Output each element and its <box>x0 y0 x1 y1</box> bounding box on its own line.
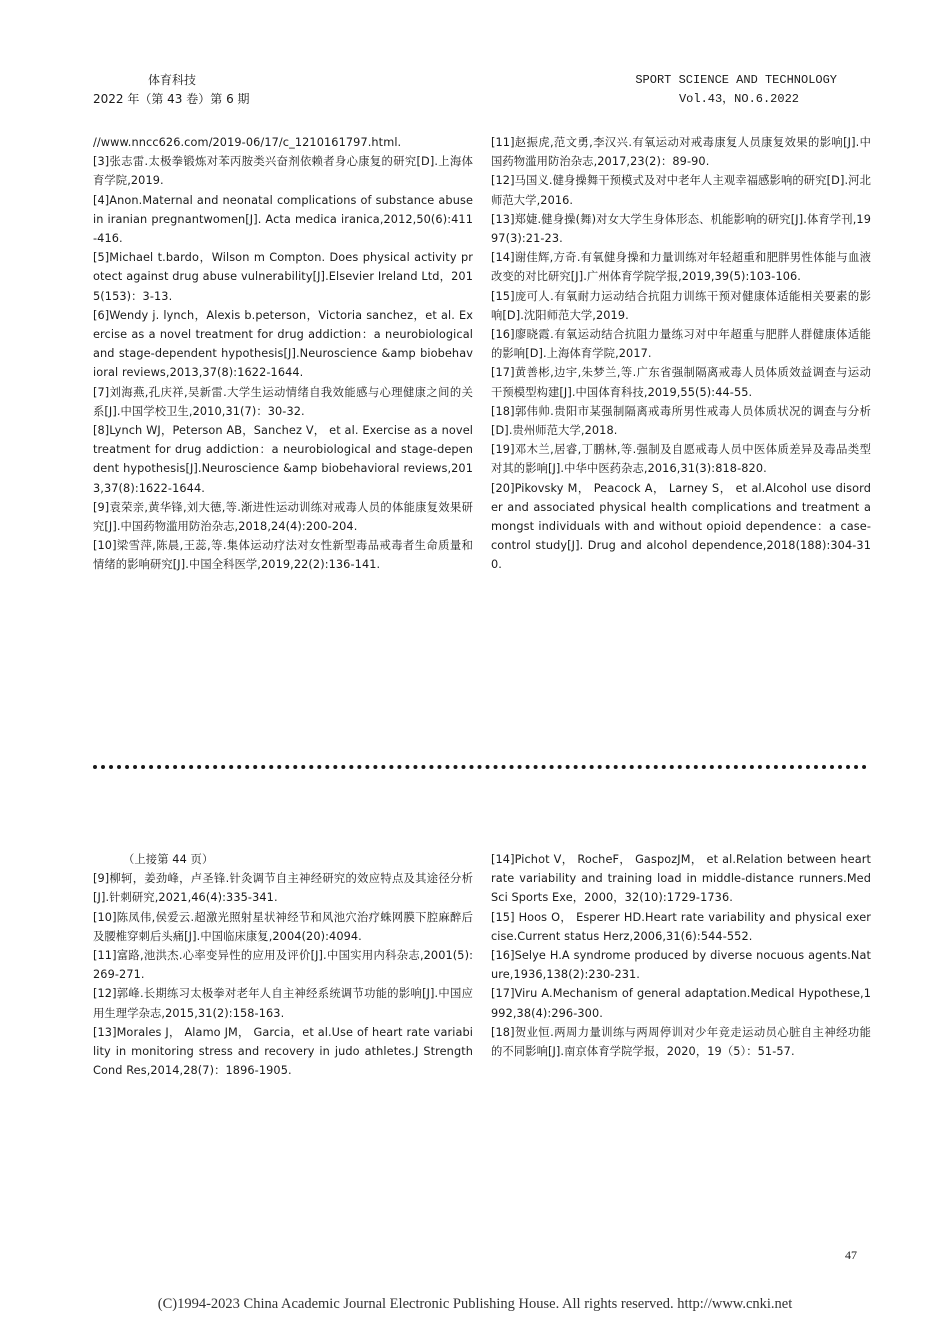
reference-item: [16]廖晓霞.有氧运动结合抗阻力量练习对中年超重与肥胖人群健康体适能的影响[D].上海体育学院,2017. <box>491 328 871 361</box>
reference-item: [11]赵振虎,范文勇,李汉兴.有氧运动对戒毒康复人员康复效果的影响[J].中国药物滥用防治杂志,2017,23(2)：89-90. <box>491 136 871 169</box>
reference-item: [10]梁雪萍,陈晨,王蕊,等.集体运动疗法对女性新型毒品戒毒者生命质量和情绪的影响研究[J].中国全科医学,2019,22(2):136-141. <box>93 539 473 572</box>
journal-title-cn: 体育科技 <box>148 73 197 87</box>
reference-item: //www.nncc626.com/2019-06/17/c_1210161797.html. <box>93 136 402 149</box>
references-lower-right <box>491 850 871 1061</box>
section-divider <box>93 765 867 769</box>
reference-item: [10]陈凤伟,侯爱云.超激光照射星状神经节和风池穴治疗蛛网膜下腔麻醉后及腰椎穿刺后头痛[J].中国临床康复,2004(20):4094. <box>93 910 473 943</box>
reference-item: [15] Hoos O， Esperer HD.Heart rate variability and physical exercise.Current status Herz,2006,31(6):544-552. <box>491 910 871 943</box>
reference-item: [14]Pichot V， RocheF， GaspozJM， et al.Relation between heart rate variability and training load in middle-distance runners.Med Sci Sports Exe，2000，32(10):1729-1736. <box>491 853 871 905</box>
reference-item: [6]Wendy j. lynch，Alexis b.peterson，Victoria sanchez，et al. Exercise as a novel treatment for drug addiction：a neurobiological and stage-dependent hypothesis[J].Neuroscience &amp biobehavioral reviews,2013,37(8):1622-1644. <box>93 308 473 380</box>
reference-item: [9]柳轲，姜劲峰，卢圣锋.针灸调节自主神经研究的效应特点及其途径分析[J].针刺研究,2021,46(4):335-341. <box>93 872 473 905</box>
issue-info-cn: 2022 年（第 43 卷）第 6 期 <box>93 92 250 106</box>
reference-item: [12]马国义.健身操舞干预模式及对中老年人主观幸福感影响的研究[D].河北师范大学,2016. <box>491 174 871 207</box>
references-upper-right <box>491 133 871 575</box>
reference-item: [5]Michael t.bardo，Wilson m Compton. Does physical activity protect against drug abuse vulnerability[J].Elsevier Ireland Ltd，2015(153)：3-13. <box>93 251 473 303</box>
reference-item: [8]Lynch WJ，Peterson AB，Sanchez V， et al. Exercise as a novel treatment for drug addiction：a neurobiological and stage-dependent hypothesis[J].Neuroscience &amp biobehavioral reviews,2013,37(8):1622-1644. <box>93 424 473 495</box>
reference-item: [3]张志雷.太极拳锻炼对苯丙胺类兴奋剂依赖者身心康复的研究[D].上海体育学院,2019. <box>93 155 473 188</box>
reference-item: [15]庞可人.有氧耐力运动结合抗阻力训练干预对健康体适能相关要素的影响[D].沈阳师范大学,2019. <box>491 289 871 322</box>
reference-item: [12]郭峰.长期练习太极拳对老年人自主神经系统调节功能的影响[J].中国应用生理学杂志,2015,31(2):158-163. <box>93 987 473 1020</box>
reference-item: [17]黄善彬,边宇,朱梦兰,等.广东省强制隔离戒毒人员体质效益调查与运动干预模型构建[J].中国体育科技,2019,55(5):44-55. <box>491 366 871 399</box>
reference-item: [4]Anon.Maternal and neonatal complications of substance abuse in iranian pregnantwomen[J]. Acta medica iranica,2012,50(6):411-416. <box>93 193 473 246</box>
continued-from-note: （上接第 44 页） <box>123 853 214 866</box>
reference-item: [18]贺业恒.两周力量训练与两周停训对少年竞走运动员心脏自主神经功能的不同影响[J].南京体育学院学报，2020，19（5）：51-57. <box>491 1025 871 1059</box>
references-upper-left <box>93 133 473 575</box>
reference-item: [16]Selye H.A syndrome produced by diverse nocuous agents.Nature,1936,138(2):230-231. <box>491 949 871 982</box>
reference-item: [13]Morales J， Alamo JM， Garcia，et al.Use of heart rate variability in monitoring stress and recovery in judo athletes.J Strength Cond Res,2014,28(7)：1896-1905. <box>93 1025 473 1078</box>
reference-item: [13]郑婕.健身操(舞)对女大学生身体形态、机能影响的研究[J].体育学刊,1997(3):21-23. <box>491 212 871 246</box>
reference-item: [7]刘海燕,孔庆祥,吴新雷.大学生运动情绪自我效能感与心理健康之间的关系[J].中国学校卫生,2010,31(7)：30-32. <box>93 385 473 418</box>
reference-item: [20]Pikovsky M， Peacock A， Larney S， et al.Alcohol use disorder and associated physical health complications and treatment amongst individuals with and without opioid dependence：a case-control study[J]. Drug and alcohol dependence,2018(188):304-310. <box>491 481 871 572</box>
reference-item: [18]郭伟帅.贵阳市某强制隔离戒毒所男性戒毒人员体质状况的调查与分析[D].贵州师范大学,2018. <box>491 404 871 438</box>
reference-item: [9]袁荣亲,黄华锋,刘大德,等.渐进性运动训练对戒毒人员的体能康复效果研究[J].中国药物滥用防治杂志,2018,24(4):200-204. <box>93 500 473 534</box>
journal-title-en: SPORT SCIENCE AND TECHNOLOGY <box>635 73 837 87</box>
references-lower-left <box>93 850 473 1080</box>
reference-item: [19]邓木兰,居睿,丁鹏林,等.强制及自愿戒毒人员中医体质差异及毒品类型对其的影响[J].中华中医药杂志,2016,31(3):818-820. <box>491 443 871 476</box>
page-number: 47 <box>845 1248 857 1262</box>
issue-info-en: Vol.43，NO.6.2022 <box>678 92 799 106</box>
reference-item: [14]谢佳辉,方奇.有氧健身操和力量训练对年轻超重和肥胖男性体能与血液改变的对比研究[J].广州体育学院学报,2019,39(5):103-106. <box>491 251 871 284</box>
reference-item: [17]Viru A.Mechanism of general adaptation.Medical Hypothese,1992,38(4):296-300. <box>491 987 871 1020</box>
reference-item: [11]富路,池洪杰.心率变异性的应用及评价[J].中国实用内科杂志,2001(5):269-271. <box>93 949 473 982</box>
copyright-footer: (C)1994-2023 China Academic Journal Electronic Publishing House. All rights reserved. http://www.cnki.net <box>157 1296 793 1312</box>
